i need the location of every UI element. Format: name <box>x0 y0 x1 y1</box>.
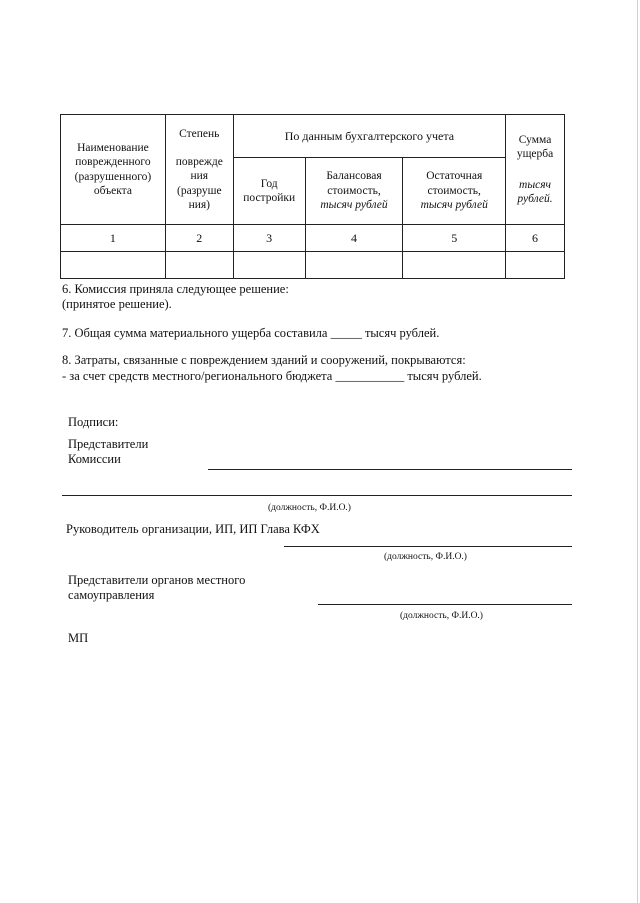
section8-title: 8. Затраты, связанные с повреждением зданий и сооружений, покрываются: <box>62 353 466 367</box>
table-number-row <box>61 225 565 252</box>
balance-value-title: Балансовая стоимость, <box>326 170 382 197</box>
empty-cell <box>61 252 166 279</box>
empty-cell <box>403 252 506 279</box>
local-gov-caption: (должность, Ф.И.О.) <box>400 611 483 621</box>
col-number: 3 <box>233 225 305 252</box>
col-number: 1 <box>61 225 166 252</box>
residual-value-title: Остаточная стоимость, <box>426 170 483 197</box>
empty-cell <box>233 252 305 279</box>
commission-label-line2: Комиссии <box>68 452 121 466</box>
empty-cell <box>305 252 403 279</box>
empty-cell <box>506 252 565 279</box>
commission-label-line1: Представители <box>68 437 149 451</box>
col-build-year-header: Год постройки <box>233 158 305 225</box>
head-org-label: Руководитель организации, ИП, ИП Глава КФХ <box>66 522 320 536</box>
page-edge <box>637 0 638 903</box>
accounting-group-header: По данным бухгалтерского учета <box>233 115 505 158</box>
damage-sum-unit: тысяч рублей. <box>517 178 553 205</box>
local-gov-signature-line <box>318 604 572 605</box>
col-object-name-header: Наименование поврежденного (разрушенного) объекта <box>61 115 166 225</box>
empty-cell <box>165 252 233 279</box>
signatures-heading: Подписи: <box>68 415 119 429</box>
section7-total: 7. Общая сумма материального ущерба составила _____ тысяч рублей. <box>62 326 440 340</box>
col-number: 6 <box>506 225 565 252</box>
stamp-label: МП <box>68 631 89 645</box>
damage-degree-subtitle: поврежде ния (разруше ния) <box>175 155 223 212</box>
col-balance-value-header <box>305 158 403 225</box>
local-gov-label-line2: самоуправления <box>68 588 155 602</box>
col-residual-value-header <box>403 158 506 225</box>
col-damage-degree-header <box>165 115 233 225</box>
section6-decision: (принятое решение). <box>62 297 172 311</box>
col-damage-sum-header <box>506 115 565 225</box>
head-org-signature-line <box>284 546 572 547</box>
damage-sum-title: Сумма ущерба <box>516 133 554 161</box>
section6-title: 6. Комиссия приняла следующее решение: <box>62 282 289 296</box>
head-org-caption: (должность, Ф.И.О.) <box>384 552 467 562</box>
table-empty-row <box>61 252 565 279</box>
balance-value-unit: тысяч рублей <box>320 199 388 212</box>
damage-table <box>60 114 565 279</box>
section8-budget: - за счет средств местного/регионального бюджета ___________ тысяч рублей. <box>62 369 482 383</box>
residual-value-unit: тысяч рублей <box>420 199 488 212</box>
commission-signature-line-2 <box>62 495 572 496</box>
col-number: 2 <box>165 225 233 252</box>
col-number: 4 <box>305 225 403 252</box>
col-number: 5 <box>403 225 506 252</box>
local-gov-label-line1: Представители органов местного <box>68 573 246 587</box>
commission-signature-line-1 <box>208 469 572 470</box>
commission-caption: (должность, Ф.И.О.) <box>268 503 351 513</box>
damage-degree-title: Степень <box>179 127 220 140</box>
